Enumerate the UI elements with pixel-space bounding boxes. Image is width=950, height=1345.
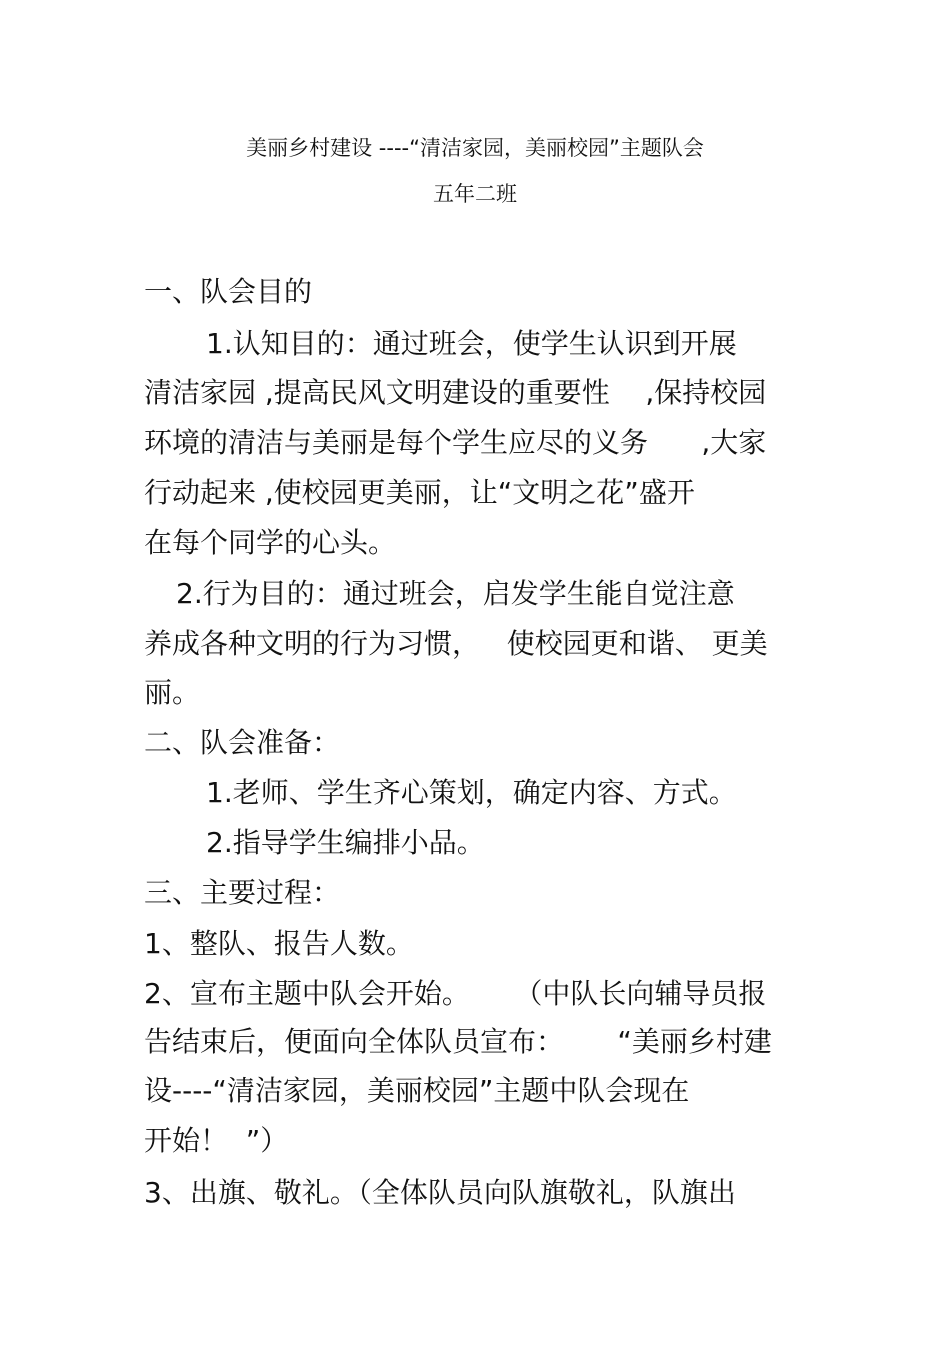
paragraph-line: 告结束后，便面向全体队员宣布： “美丽乡村建 <box>144 1025 772 1058</box>
paragraph-line: 2.指导学生编排小品。 <box>206 826 485 859</box>
paragraph-line: 2、宣布主题中队会开始。 （中队长向辅导员报 <box>144 977 767 1010</box>
paragraph-line: 1.认知目的：通过班会，使学生认识到开展 <box>206 327 737 360</box>
paragraph-line: 养成各种文明的行为习惯， 使校园更和谐、 更美 <box>144 627 768 660</box>
document-title: 美丽乡村建设 ----“清洁家园，美丽校园”主题队会 <box>246 136 704 160</box>
paragraph-line: 1、整队、报告人数。 <box>144 927 414 960</box>
class-name: 五年二班 <box>433 182 517 206</box>
paragraph-line: 清洁家园 ,提高民风文明建设的重要性 ,保持校园 <box>144 376 767 409</box>
paragraph-line: 丽。 <box>144 676 201 709</box>
paragraph-line: 在每个同学的心头。 <box>144 526 397 559</box>
section-heading-purpose: 一、队会目的 <box>144 275 313 308</box>
section-heading-preparation: 二、队会准备： <box>144 726 341 759</box>
paragraph-line: 2.行为目的：通过班会，启发学生能自觉注意 <box>176 577 735 610</box>
paragraph-line: 环境的清洁与美丽是每个学生应尽的义务 ,大家 <box>144 426 767 459</box>
paragraph-line: 1.老师、学生齐心策划，确定内容、方式。 <box>206 776 737 809</box>
paragraph-line: 行动起来 ,使校园更美丽，让“文明之花”盛开 <box>144 476 695 509</box>
paragraph-line: 开始！ ”） <box>144 1124 289 1157</box>
paragraph-line: 3、出旗、敬礼。（全体队员向队旗敬礼，队旗出 <box>144 1176 736 1209</box>
paragraph-line: 设----“清洁家园，美丽校园”主题中队会现在 <box>144 1074 690 1107</box>
section-heading-process: 三、主要过程： <box>144 876 341 909</box>
